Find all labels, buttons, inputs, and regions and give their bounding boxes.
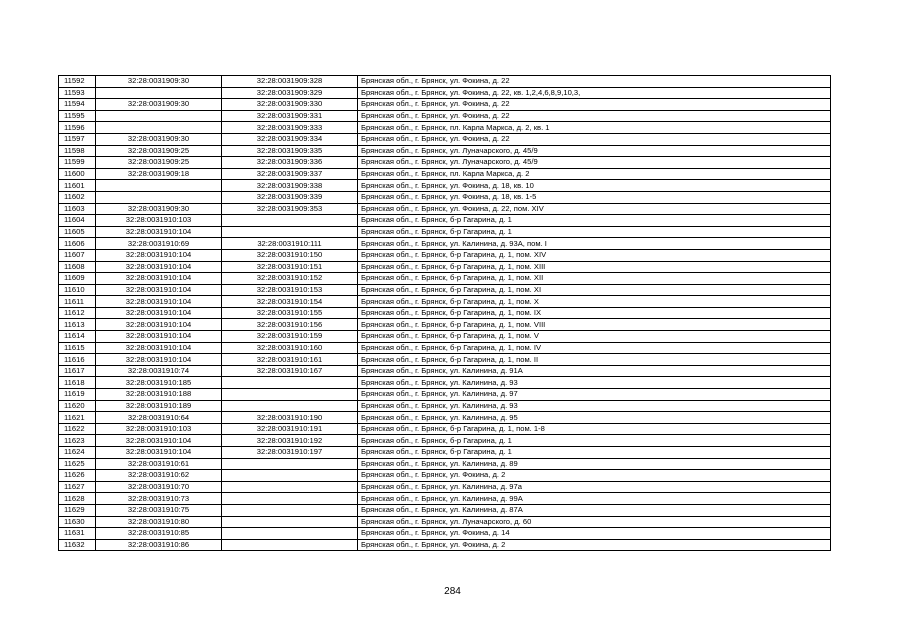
cadastral-parent-cell: 32:28:0031909:25 <box>96 157 222 169</box>
cadastral-number-cell: 32:28:0031910:150 <box>222 249 358 261</box>
cadastral-number-cell: 32:28:0031910:159 <box>222 331 358 343</box>
cadastral-number-cell: 32:28:0031909:328 <box>222 76 358 88</box>
cadastral-parent-cell: 32:28:0031909:25 <box>96 145 222 157</box>
table-row <box>59 145 831 157</box>
table-row <box>59 539 831 551</box>
cadastral-number-cell <box>222 458 358 470</box>
cadastral-number-cell: 32:28:0031910:156 <box>222 319 358 331</box>
cadastral-parent-cell <box>96 87 222 99</box>
cadastral-number-cell: 32:28:0031909:336 <box>222 157 358 169</box>
address-cell: Брянская обл., г. Брянск, ул. Калинина, д. 97а <box>358 481 831 493</box>
row-number-cell: 11595 <box>59 110 96 122</box>
row-number-cell: 11617 <box>59 365 96 377</box>
cadastral-number-cell <box>222 493 358 505</box>
row-number-cell: 11607 <box>59 249 96 261</box>
row-number-cell: 11631 <box>59 528 96 540</box>
table-row <box>59 203 831 215</box>
cadastral-number-cell: 32:28:0031909:335 <box>222 145 358 157</box>
address-cell: Брянская обл., г. Брянск, б-р Гагарина, д. 1, пом. II <box>358 354 831 366</box>
address-cell: Брянская обл., г. Брянск, ул. Фокина, д. 22 <box>358 99 831 111</box>
table-row <box>59 296 831 308</box>
address-cell: Брянская обл., г. Брянск, ул. Фокина, д. 2 <box>358 470 831 482</box>
row-number-cell: 11613 <box>59 319 96 331</box>
row-number-cell: 11605 <box>59 226 96 238</box>
table-body <box>59 76 831 551</box>
address-cell: Брянская обл., г. Брянск, ул. Луначарского, д. 45/9 <box>358 157 831 169</box>
page-number: 284 <box>444 586 461 597</box>
row-number-cell: 11619 <box>59 389 96 401</box>
cadastral-number-cell: 32:28:0031910:161 <box>222 354 358 366</box>
address-cell: Брянская обл., г. Брянск, б-р Гагарина, д. 1, пом. IV <box>358 342 831 354</box>
table-row <box>59 528 831 540</box>
row-number-cell: 11614 <box>59 331 96 343</box>
cadastral-number-cell: 32:28:0031909:339 <box>222 191 358 203</box>
cadastral-number-cell <box>222 539 358 551</box>
address-cell: Брянская обл., г. Брянск, б-р Гагарина, д. 1, пом. XIII <box>358 261 831 273</box>
cadastral-parent-cell: 32:28:0031910:80 <box>96 516 222 528</box>
cadastral-parent-cell: 32:28:0031910:69 <box>96 238 222 250</box>
cadastral-number-cell <box>222 226 358 238</box>
row-number-cell: 11609 <box>59 273 96 285</box>
address-cell: Брянская обл., г. Брянск, ул. Луначарского, д. 45/9 <box>358 145 831 157</box>
address-cell: Брянская обл., г. Брянск, ул. Луначарского, д. 60 <box>358 516 831 528</box>
address-cell: Брянская обл., г. Брянск, ул. Фокина, д. 2 <box>358 539 831 551</box>
cadastral-parent-cell <box>96 110 222 122</box>
cadastral-number-cell <box>222 377 358 389</box>
table-row <box>59 261 831 273</box>
cadastral-parent-cell: 32:28:0031910:75 <box>96 504 222 516</box>
cadastral-parent-cell: 32:28:0031910:62 <box>96 470 222 482</box>
address-cell: Брянская обл., г. Брянск, ул. Калинина, д. 99А <box>358 493 831 505</box>
table-row <box>59 481 831 493</box>
table-row <box>59 319 831 331</box>
cadastral-number-cell: 32:28:0031910:155 <box>222 307 358 319</box>
cadastral-parent-cell: 32:28:0031910:104 <box>96 435 222 447</box>
row-number-cell: 11628 <box>59 493 96 505</box>
row-number-cell: 11611 <box>59 296 96 308</box>
address-cell: Брянская обл., г. Брянск, ул. Фокина, д. 22, кв. 1,2,4,6,8,9,10,3, <box>358 87 831 99</box>
cadastral-number-cell <box>222 504 358 516</box>
cadastral-parent-cell: 32:28:0031909:30 <box>96 203 222 215</box>
cadastral-parent-cell: 32:28:0031910:103 <box>96 215 222 227</box>
address-cell: Брянская обл., г. Брянск, пл. Карла Маркса, д. 2, кв. 1 <box>358 122 831 134</box>
cadastral-parent-cell: 32:28:0031909:30 <box>96 99 222 111</box>
cadastral-number-cell: 32:28:0031909:331 <box>222 110 358 122</box>
table-row <box>59 516 831 528</box>
table-row <box>59 238 831 250</box>
row-number-cell: 11626 <box>59 470 96 482</box>
cadastral-table <box>58 75 831 551</box>
row-number-cell: 11603 <box>59 203 96 215</box>
table-row <box>59 133 831 145</box>
row-number-cell: 11592 <box>59 76 96 88</box>
cadastral-parent-cell: 32:28:0031910:104 <box>96 331 222 343</box>
cadastral-parent-cell: 32:28:0031910:185 <box>96 377 222 389</box>
cadastral-number-cell: 32:28:0031910:111 <box>222 238 358 250</box>
table-row <box>59 331 831 343</box>
address-cell: Брянская обл., г. Брянск, ул. Калинина, д. 87А <box>358 504 831 516</box>
row-number-cell: 11599 <box>59 157 96 169</box>
address-cell: Брянская обл., г. Брянск, б-р Гагарина, д. 1, пом. XII <box>358 273 831 285</box>
row-number-cell: 11604 <box>59 215 96 227</box>
cadastral-parent-cell <box>96 191 222 203</box>
cadastral-number-cell: 32:28:0031910:192 <box>222 435 358 447</box>
address-cell: Брянская обл., г. Брянск, б-р Гагарина, д. 1 <box>358 226 831 238</box>
row-number-cell: 11597 <box>59 133 96 145</box>
cadastral-number-cell: 32:28:0031910:153 <box>222 284 358 296</box>
address-cell: Брянская обл., г. Брянск, ул. Фокина, д. 22 <box>358 133 831 145</box>
cadastral-parent-cell: 32:28:0031910:104 <box>96 249 222 261</box>
cadastral-parent-cell: 32:28:0031910:73 <box>96 493 222 505</box>
row-number-cell: 11612 <box>59 307 96 319</box>
table-row <box>59 412 831 424</box>
address-cell: Брянская обл., г. Брянск, б-р Гагарина, д. 1, пом. VIII <box>358 319 831 331</box>
row-number-cell: 11610 <box>59 284 96 296</box>
address-cell: Брянская обл., г. Брянск, б-р Гагарина, д. 1, пом. V <box>358 331 831 343</box>
cadastral-number-cell <box>222 528 358 540</box>
cadastral-parent-cell: 32:28:0031910:104 <box>96 284 222 296</box>
address-cell: Брянская обл., г. Брянск, ул. Калинина, д. 89 <box>358 458 831 470</box>
table-row <box>59 180 831 192</box>
cadastral-number-cell <box>222 389 358 401</box>
address-cell: Брянская обл., г. Брянск, б-р Гагарина, д. 1 <box>358 447 831 459</box>
cadastral-parent-cell: 32:28:0031909:18 <box>96 168 222 180</box>
address-cell: Брянская обл., г. Брянск, пл. Карла Маркса, д. 2 <box>358 168 831 180</box>
table-row <box>59 307 831 319</box>
cadastral-parent-cell: 32:28:0031910:104 <box>96 342 222 354</box>
address-cell: Брянская обл., г. Брянск, ул. Фокина, д. 22, пом. XIV <box>358 203 831 215</box>
cadastral-parent-cell: 32:28:0031910:61 <box>96 458 222 470</box>
address-cell: Брянская обл., г. Брянск, ул. Калинина, д. 93 <box>358 377 831 389</box>
row-number-cell: 11630 <box>59 516 96 528</box>
cadastral-parent-cell: 32:28:0031909:30 <box>96 76 222 88</box>
cadastral-number-cell: 32:28:0031910:160 <box>222 342 358 354</box>
cadastral-parent-cell: 32:28:0031910:104 <box>96 354 222 366</box>
table-row <box>59 342 831 354</box>
table-row <box>59 354 831 366</box>
row-number-cell: 11618 <box>59 377 96 389</box>
row-number-cell: 11625 <box>59 458 96 470</box>
address-cell: Брянская обл., г. Брянск, б-р Гагарина, д. 1, пом. 1-8 <box>358 423 831 435</box>
row-number-cell: 11624 <box>59 447 96 459</box>
table-row <box>59 470 831 482</box>
cadastral-number-cell: 32:28:0031909:338 <box>222 180 358 192</box>
cadastral-parent-cell: 32:28:0031910:104 <box>96 226 222 238</box>
address-cell: Брянская обл., г. Брянск, ул. Калинина, д. 97 <box>358 389 831 401</box>
table-row <box>59 226 831 238</box>
row-number-cell: 11616 <box>59 354 96 366</box>
table-row <box>59 447 831 459</box>
row-number-cell: 11632 <box>59 539 96 551</box>
cadastral-parent-cell: 32:28:0031910:85 <box>96 528 222 540</box>
cadastral-number-cell: 32:28:0031909:330 <box>222 99 358 111</box>
table-row <box>59 284 831 296</box>
row-number-cell: 11606 <box>59 238 96 250</box>
cadastral-parent-cell: 32:28:0031910:74 <box>96 365 222 377</box>
row-number-cell: 11601 <box>59 180 96 192</box>
row-number-cell: 11594 <box>59 99 96 111</box>
row-number-cell: 11621 <box>59 412 96 424</box>
row-number-cell: 11593 <box>59 87 96 99</box>
address-cell: Брянская обл., г. Брянск, ул. Фокина, д. 18, кв. 1-5 <box>358 191 831 203</box>
table-row <box>59 273 831 285</box>
row-number-cell: 11598 <box>59 145 96 157</box>
cadastral-parent-cell <box>96 180 222 192</box>
cadastral-parent-cell: 32:28:0031910:104 <box>96 296 222 308</box>
cadastral-parent-cell: 32:28:0031910:64 <box>96 412 222 424</box>
address-cell: Брянская обл., г. Брянск, б-р Гагарина, д. 1 <box>358 435 831 447</box>
cadastral-parent-cell: 32:28:0031910:104 <box>96 319 222 331</box>
cadastral-parent-cell: 32:28:0031909:30 <box>96 133 222 145</box>
table-row <box>59 99 831 111</box>
cadastral-number-cell: 32:28:0031910:197 <box>222 447 358 459</box>
cadastral-parent-cell: 32:28:0031910:103 <box>96 423 222 435</box>
table-row <box>59 458 831 470</box>
table-row <box>59 110 831 122</box>
row-number-cell: 11596 <box>59 122 96 134</box>
cadastral-number-cell: 32:28:0031909:353 <box>222 203 358 215</box>
table-row <box>59 122 831 134</box>
cadastral-number-cell: 32:28:0031909:337 <box>222 168 358 180</box>
cadastral-parent-cell: 32:28:0031910:104 <box>96 307 222 319</box>
address-cell: Брянская обл., г. Брянск, б-р Гагарина, д. 1, пом. XIV <box>358 249 831 261</box>
cadastral-number-cell <box>222 400 358 412</box>
table-row <box>59 76 831 88</box>
address-cell: Брянская обл., г. Брянск, ул. Фокина, д. 18, кв. 10 <box>358 180 831 192</box>
address-cell: Брянская обл., г. Брянск, ул. Калинина, д. 93 <box>358 400 831 412</box>
cadastral-number-cell: 32:28:0031910:190 <box>222 412 358 424</box>
row-number-cell: 11600 <box>59 168 96 180</box>
cadastral-parent-cell: 32:28:0031910:86 <box>96 539 222 551</box>
row-number-cell: 11627 <box>59 481 96 493</box>
cadastral-number-cell <box>222 481 358 493</box>
cadastral-number-cell: 32:28:0031910:167 <box>222 365 358 377</box>
row-number-cell: 11608 <box>59 261 96 273</box>
address-cell: Брянская обл., г. Брянск, ул. Фокина, д. 22 <box>358 76 831 88</box>
cadastral-number-cell: 32:28:0031909:329 <box>222 87 358 99</box>
cadastral-parent-cell <box>96 122 222 134</box>
table-row <box>59 191 831 203</box>
cadastral-number-cell: 32:28:0031910:151 <box>222 261 358 273</box>
table-row <box>59 365 831 377</box>
cadastral-number-cell: 32:28:0031910:154 <box>222 296 358 308</box>
table-row <box>59 435 831 447</box>
table-row <box>59 504 831 516</box>
cadastral-parent-cell: 32:28:0031910:189 <box>96 400 222 412</box>
row-number-cell: 11602 <box>59 191 96 203</box>
cadastral-number-cell: 32:28:0031909:333 <box>222 122 358 134</box>
cadastral-parent-cell: 32:28:0031910:104 <box>96 261 222 273</box>
row-number-cell: 11629 <box>59 504 96 516</box>
row-number-cell: 11615 <box>59 342 96 354</box>
row-number-cell: 11620 <box>59 400 96 412</box>
cadastral-number-cell <box>222 516 358 528</box>
cadastral-parent-cell: 32:28:0031910:104 <box>96 273 222 285</box>
address-cell: Брянская обл., г. Брянск, б-р Гагарина, д. 1, пом. IX <box>358 307 831 319</box>
address-cell: Брянская обл., г. Брянск, б-р Гагарина, д. 1 <box>358 215 831 227</box>
cadastral-number-cell <box>222 470 358 482</box>
table-row <box>59 215 831 227</box>
address-cell: Брянская обл., г. Брянск, ул. Калинина, д. 91А <box>358 365 831 377</box>
address-cell: Брянская обл., г. Брянск, ул. Калинина, д. 93А, пом. I <box>358 238 831 250</box>
table-row <box>59 377 831 389</box>
address-cell: Брянская обл., г. Брянск, б-р Гагарина, д. 1, пом. XI <box>358 284 831 296</box>
address-cell: Брянская обл., г. Брянск, ул. Фокина, д. 22 <box>358 110 831 122</box>
table-row <box>59 168 831 180</box>
table-row <box>59 423 831 435</box>
table-row <box>59 157 831 169</box>
cadastral-number-cell <box>222 215 358 227</box>
cadastral-number-cell: 32:28:0031909:334 <box>222 133 358 145</box>
cadastral-number-cell: 32:28:0031910:191 <box>222 423 358 435</box>
cadastral-parent-cell: 32:28:0031910:104 <box>96 447 222 459</box>
cadastral-parent-cell: 32:28:0031910:70 <box>96 481 222 493</box>
cadastral-parent-cell: 32:28:0031910:188 <box>96 389 222 401</box>
table-row <box>59 87 831 99</box>
table-row <box>59 389 831 401</box>
row-number-cell: 11622 <box>59 423 96 435</box>
address-cell: Брянская обл., г. Брянск, ул. Фокина, д. 14 <box>358 528 831 540</box>
table-row <box>59 400 831 412</box>
row-number-cell: 11623 <box>59 435 96 447</box>
address-cell: Брянская обл., г. Брянск, б-р Гагарина, д. 1, пом. X <box>358 296 831 308</box>
table-row <box>59 493 831 505</box>
cadastral-number-cell: 32:28:0031910:152 <box>222 273 358 285</box>
table-row <box>59 249 831 261</box>
address-cell: Брянская обл., г. Брянск, ул. Калинина, д. 95 <box>358 412 831 424</box>
